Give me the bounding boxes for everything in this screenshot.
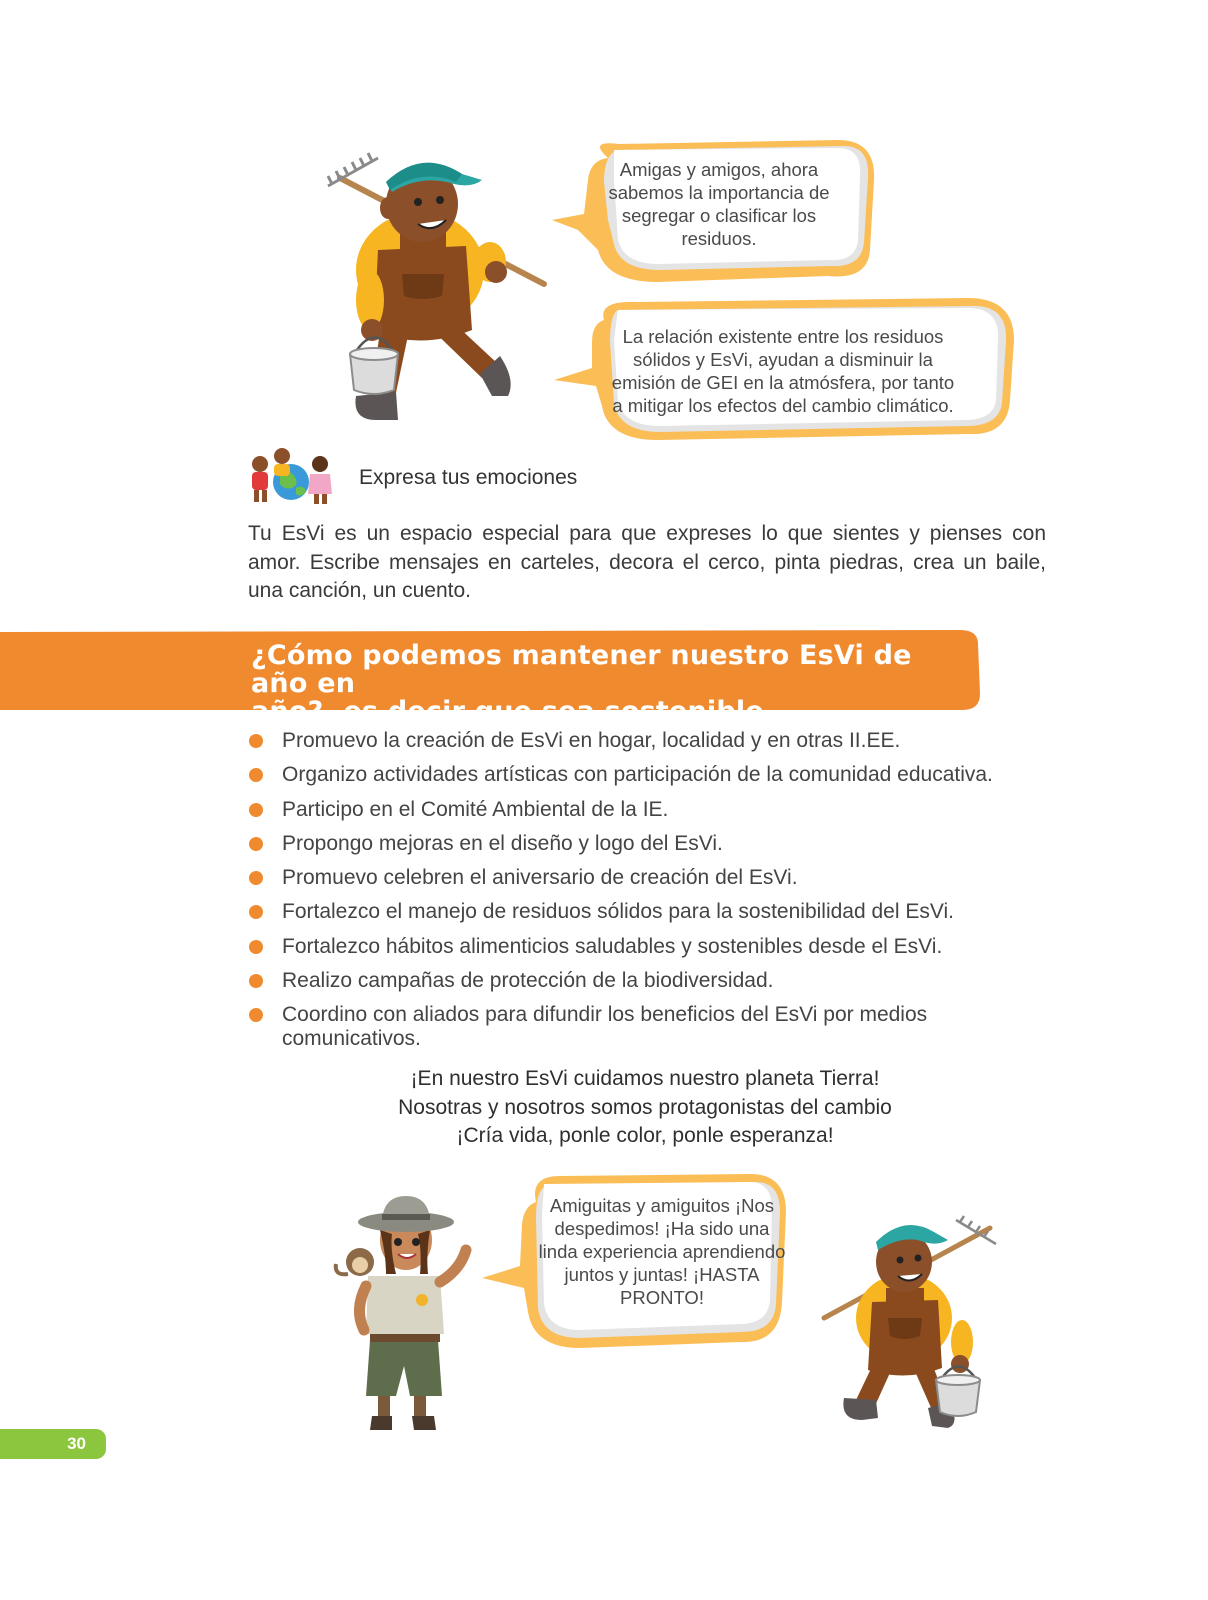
speech-bubble-top-text: Amigas y amigos, ahora sabemos la importancia de segregar o clasificar los residuos. xyxy=(608,159,830,249)
bullet-icon xyxy=(249,803,263,817)
emotions-title: Expresa tus emociones xyxy=(359,466,578,489)
page-number: 30 xyxy=(0,1429,106,1459)
list-item: Fortalezco el manejo de residuos sólidos para la sostenibilidad del EsVi. xyxy=(248,900,1008,924)
closing-line3: ¡Cría vida, ponle color, ponle esperanza! xyxy=(456,1124,834,1147)
speech-bubble-middle xyxy=(548,296,1018,444)
bullet-icon xyxy=(249,734,263,748)
speech-bubble-middle-text: La relación existente entre los residuos sólidos y EsVi, ayudan a disminuir la emisión de GEI en la atmósfera, por tanto a mitigar los efectos del cambio climático. xyxy=(611,326,955,416)
bullet-icon xyxy=(249,974,263,988)
sustainability-actions-list xyxy=(248,729,1008,1062)
speech-bubble-bottom-text: Amiguitas y amiguitos ¡Nos despedimos! ¡Ha sido una linda experiencia aprendiendo juntos y juntas! ¡HASTA PRONTO! xyxy=(538,1195,786,1308)
closing-line2: Nosotras y nosotros somos protagonistas del cambio xyxy=(398,1095,892,1119)
section-heading-line2: año?, es decir que sea sostenible xyxy=(251,696,764,727)
list-item: Participo en el Comité Ambiental de la IE. xyxy=(248,798,1008,822)
list-item: Propongo mejoras en el diseño y logo del EsVi. xyxy=(248,832,1008,856)
list-item: Coordino con aliados para difundir los beneficios del EsVi por medios comunicativos. xyxy=(248,1003,1008,1051)
emotions-paragraph: Tu EsVi es un espacio especial para que expreses lo que sientes y pienses con amor. Escribe mensajes en carteles, decora el cerco, pinta piedras, crea un baile, una canción, un cuento. xyxy=(248,522,1046,602)
section-heading-line1: ¿Cómo podemos mantener nuestro EsVi de año en xyxy=(251,640,912,699)
bullet-icon xyxy=(249,940,263,954)
closing-message xyxy=(300,1065,990,1151)
children-globe-icon xyxy=(246,444,336,506)
farmer-illustration-small xyxy=(820,1214,1000,1432)
speech-bubble-top xyxy=(548,140,878,290)
closing-line1: ¡En nuestro EsVi cuidamos nuestro planeta Tierra! xyxy=(410,1067,880,1090)
bullet-icon xyxy=(249,1008,263,1022)
list-item: Promuevo la creación de EsVi en hogar, localidad y en otras II.EE. xyxy=(248,729,1008,753)
bullet-icon xyxy=(249,905,263,919)
bullet-icon xyxy=(249,768,263,782)
list-item: Promuevo celebren el aniversario de creación del EsVi. xyxy=(248,866,1008,890)
list-item: Fortalezco hábitos alimenticios saludables y sostenibles desde el EsVi. xyxy=(248,935,1008,959)
ranger-illustration xyxy=(330,1190,480,1436)
bullet-icon xyxy=(249,837,263,851)
section-heading xyxy=(251,642,971,726)
farmer-illustration xyxy=(322,150,552,428)
bullet-icon xyxy=(249,871,263,885)
speech-bubble-bottom xyxy=(480,1172,790,1350)
list-item: Realizo campañas de protección de la biodiversidad. xyxy=(248,969,1008,993)
list-item: Organizo actividades artísticas con participación de la comunidad educativa. xyxy=(248,763,1008,787)
